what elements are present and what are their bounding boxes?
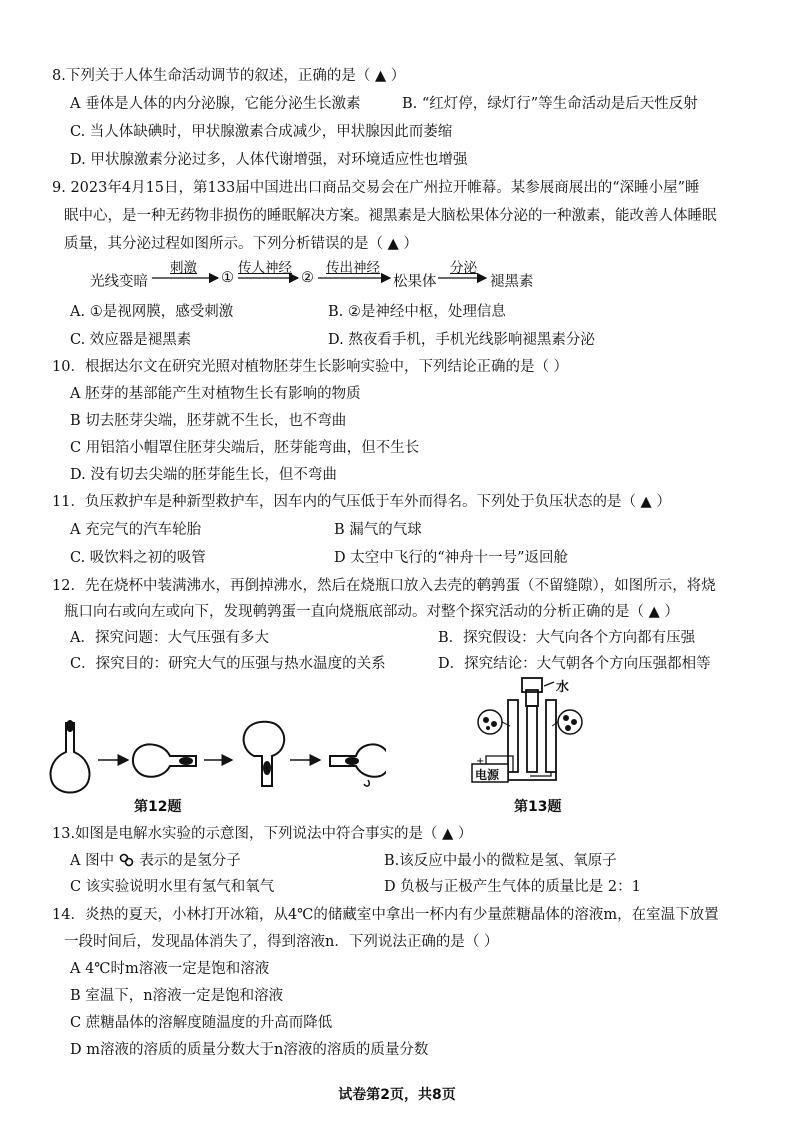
hydrogen-molecule-icon xyxy=(119,853,135,867)
q9-stem-line3: 质量，其分泌过程如图所示。下列分析错误的是（ ▲ ） xyxy=(64,236,418,252)
q12-option-d: D．探究结论：大气朝各个方向压强都相等 xyxy=(438,656,711,672)
q8-option-c: C. 当人体缺碘时，甲状腺激素合成减少，甲状腺因此而萎缩 xyxy=(70,124,453,140)
q13-option-a xyxy=(70,851,241,871)
q8-stem: 8.下列关于人体生命活动调节的叙述，正确的是（ ▲ ） xyxy=(52,68,406,84)
q14-stem-line2: 一段时间后，发现晶体消失了，得到溶液n．下列说法正确的是（ ） xyxy=(64,934,499,950)
q9-flow-diagram xyxy=(90,256,650,296)
q14-option-c: C 蔗糖晶体的溶解度随温度的升高而降低 xyxy=(70,1015,333,1031)
q12-option-c: C．探究目的：研究大气的压强与热水温度的关系 xyxy=(70,656,386,672)
q12-stem-line1: 12．先在烧杯中装满沸水，再倒掉沸水，然后在烧瓶口放入去壳的鹌鹑蛋（不留缝隙），如图所示，将烧 xyxy=(52,578,716,594)
q13-option-a-post: 表示的是氢分子 xyxy=(139,853,241,869)
fig12-flask-sequence xyxy=(46,712,386,798)
q9-option-a: A. ①是视网膜，感受刺激 xyxy=(70,304,234,320)
flask-upside-down xyxy=(244,722,285,786)
svg-text:+: + xyxy=(476,756,485,767)
flow-label-efferent: 传出神经 xyxy=(326,260,380,276)
flask-neck-left xyxy=(330,744,386,786)
q9-option-b: B. ②是神经中枢，处理信息 xyxy=(328,304,506,320)
flow-label-secrete: 分泌 xyxy=(450,260,477,276)
flow-node-melatonin: 褪黑素 xyxy=(490,274,534,290)
q13-stem: 13.如图是电解水实验的示意图，下列说法中符合事实的是（ ▲ ） xyxy=(52,826,473,842)
fig13-water-label: 水 xyxy=(556,680,570,695)
q8-option-a: A 垂体是人体的内分泌腺，它能分泌生长激素 xyxy=(70,96,361,112)
q9-stem-line1: 9. 2023年4月15日，第133届中国进出口商品交易会在广州拉开帷幕。某参展商展出的“深睡小屋”睡 xyxy=(52,180,700,196)
q9-option-c: C. 效应器是褪黑素 xyxy=(70,332,192,348)
q11-option-a: A 充完气的汽车轮胎 xyxy=(70,522,202,538)
flow-node-2: ② xyxy=(301,270,314,286)
q11-option-c: C. 吸饮料之初的吸管 xyxy=(70,550,206,566)
q13-option-c: C 该实验说明水里有氢气和氧气 xyxy=(70,879,275,895)
q12-option-b: B．探究假设：大气向各个方向都有压强 xyxy=(438,630,696,646)
q9-stem-line2: 眠中心，是一种无药物非损伤的睡眠解决方案。褪黑素是大脑松果体分泌的一种激素，能改善人体睡眠 xyxy=(64,208,717,224)
fig13-power-label: 电源 xyxy=(475,768,500,782)
flow-label-afferent: 传人神经 xyxy=(238,260,292,276)
flask-neck-right xyxy=(133,744,196,776)
flask-upright xyxy=(51,720,90,793)
q10-option-c: C 用铝箔小帽罩住胚芽尖端后，胚芽能弯曲，但不生长 xyxy=(70,440,420,456)
q9-option-d: D. 熬夜看手机，手机光线影响褪黑素分泌 xyxy=(328,332,595,348)
flow-label-stimulus: 刺激 xyxy=(170,260,197,276)
q12-option-a: A．探究问题：大气压强有多大 xyxy=(70,630,269,646)
q13-option-a-pre: A 图中 xyxy=(70,853,115,869)
q14-option-a: A 4℃时m溶液一定是饱和溶液 xyxy=(70,961,270,977)
q14-stem-line1: 14．炎热的夏天，小林打开冰箱，从4℃的储藏室中拿出一杯内有少量蔗糖晶体的溶液m，在室温下放置 xyxy=(52,907,719,923)
q10-stem: 10．根据达尔文在研究光照对植物胚芽生长影响实验中，下列结论正确的是（ ） xyxy=(52,359,569,375)
flow-node-light: 光线变暗 xyxy=(90,274,148,290)
page-footer: 试卷第2页，共8页 xyxy=(338,1087,456,1103)
q14-option-d: D m溶液的溶质的质量分数大于n溶液的溶质的质量分数 xyxy=(70,1042,429,1058)
q13-option-d: D 负极与正极产生气体的质量比是 2：1 xyxy=(384,879,641,895)
q13-option-b: B.该反应中最小的微粒是氢、氧原子 xyxy=(384,853,617,869)
q10-option-a: A 胚芽的基部能产生对植物生长有影响的物质 xyxy=(70,386,361,402)
q10-option-d: D. 没有切去尖端的胚芽能生长，但不弯曲 xyxy=(70,467,337,483)
q12-stem-line2: 瓶口向右或向左或向下，发现鹌鹑蛋一直向烧瓶底部动。对整个探究活动的分析正确的是（ ▲ ） xyxy=(64,604,679,620)
q8-option-d: D. 甲状腺激素分泌过多，人体代谢增强，对环境适应性也增强 xyxy=(70,152,468,168)
q10-option-b: B 切去胚芽尖端，胚芽就不生长，也不弯曲 xyxy=(70,413,347,429)
flow-node-1: ① xyxy=(221,270,234,286)
fig13-caption: 第13题 xyxy=(514,799,562,815)
q8-option-b: B. “红灯停，绿灯行”等生命活动是后天性反射 xyxy=(402,96,698,112)
q11-option-d: D 太空中飞行的“神舟十一号”返回舱 xyxy=(334,550,569,566)
fig12-caption: 第12题 xyxy=(134,799,182,815)
q14-option-b: B 室温下，n溶液一定是饱和溶液 xyxy=(70,988,284,1004)
flow-node-pineal: 松果体 xyxy=(393,274,437,290)
q11-stem: 11．负压救护车是种新型救护车，因车内的气压低于车外而得名。下列处于负压状态的是（ ▲ ） xyxy=(52,494,671,510)
q11-option-b: B 漏气的气球 xyxy=(334,522,422,538)
